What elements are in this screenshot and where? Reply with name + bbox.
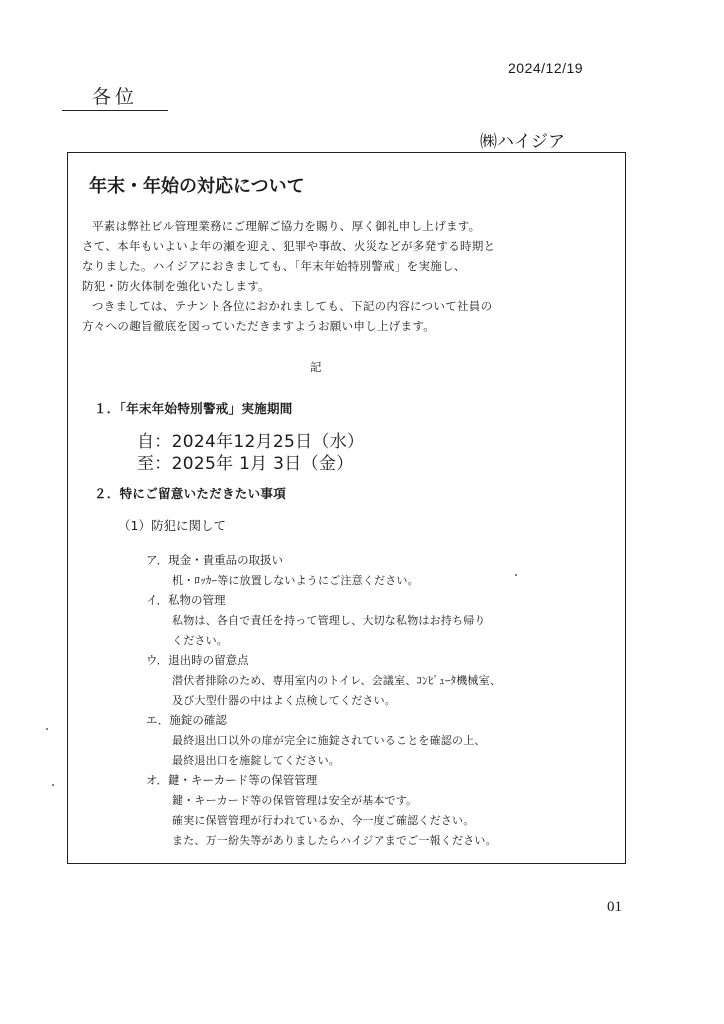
period-from: 自：2024年12月25日（水） [137, 432, 365, 452]
item-body-line: 確実に保管管理が行われているか、今一度ご確認ください。 [172, 814, 475, 827]
intro-line: 防犯・防火体制を強化いたします。 [82, 279, 270, 293]
notice-title: 年末・年始の対応について [89, 176, 305, 197]
addressee: 各位 [62, 82, 168, 111]
section-1-heading: １．「年末年始特別警戒」実施期間 [94, 401, 293, 416]
item-body-line: 鍵・キーカード等の保管管理は安全が基本です。 [172, 794, 418, 807]
scan-speck [52, 784, 54, 786]
item-body-line: また、万一紛失等がありましたらハイジアまでご一報ください。 [172, 834, 497, 847]
item-body-line: 最終退出口以外の扉が完全に施錠されていることを確認の上、 [172, 734, 486, 747]
page-number: 01 [607, 899, 622, 915]
item-title: オ．鍵・キーカード等の保管管理 [146, 773, 318, 787]
item-title: エ．施錠の確認 [146, 713, 227, 727]
intro-line: 平素は弊社ビル管理業務にご理解ご協力を賜り、厚く御礼申し上げます。 [92, 219, 481, 233]
item-body-line: ください。 [172, 634, 228, 647]
item-title: イ．私物の管理 [146, 593, 226, 607]
item-body-line: 最終退出口を施錠してください。 [172, 754, 340, 767]
scan-speck [515, 574, 517, 576]
intro-line: なりました。ハイジアにおきましても、「年末年始特別警戒」を実施し、 [82, 259, 466, 273]
item-body-line: 及び大型什器の中はよく点検してください。 [172, 694, 396, 707]
section-2-heading: ２．特にご留意いただきたい事項 [94, 486, 287, 501]
item-body-line: 潜伏者排除のため、専用室内のトイレ、会議室、ｺﾝﾋﾟｭｰﾀ機械室、 [172, 674, 502, 687]
item-title: ア．現金・貴重品の取扱い [146, 553, 284, 567]
subsection-heading: （1）防犯に関して [118, 518, 226, 533]
intro-line: つきましては、テナント各位におかれましても、下記の内容について社員の [92, 299, 493, 313]
intro-line: さて、本年もいよいよ年の瀬を迎え、犯罪や事故、火災などが多発する時期と [82, 239, 496, 253]
sender-company: ㈱ハイジア [480, 132, 565, 152]
item-body-line: 机・ﾛｯｶｰ等に放置しないようにご注意ください。 [172, 574, 419, 587]
document-date: 2024/12/19 [508, 60, 584, 76]
ki-marker: 記 [310, 360, 322, 374]
item-title: ウ．退出時の留意点 [146, 653, 249, 667]
scan-speck [46, 728, 48, 730]
intro-line: 方々への趣旨徹底を図っていただきますようお願い申し上げます。 [82, 319, 436, 333]
item-body-line: 私物は、各自で責任を持って管理し、大切な私物はお持ち帰り [172, 614, 486, 627]
period-to: 至：2025年 1月 3日（金） [137, 454, 354, 474]
